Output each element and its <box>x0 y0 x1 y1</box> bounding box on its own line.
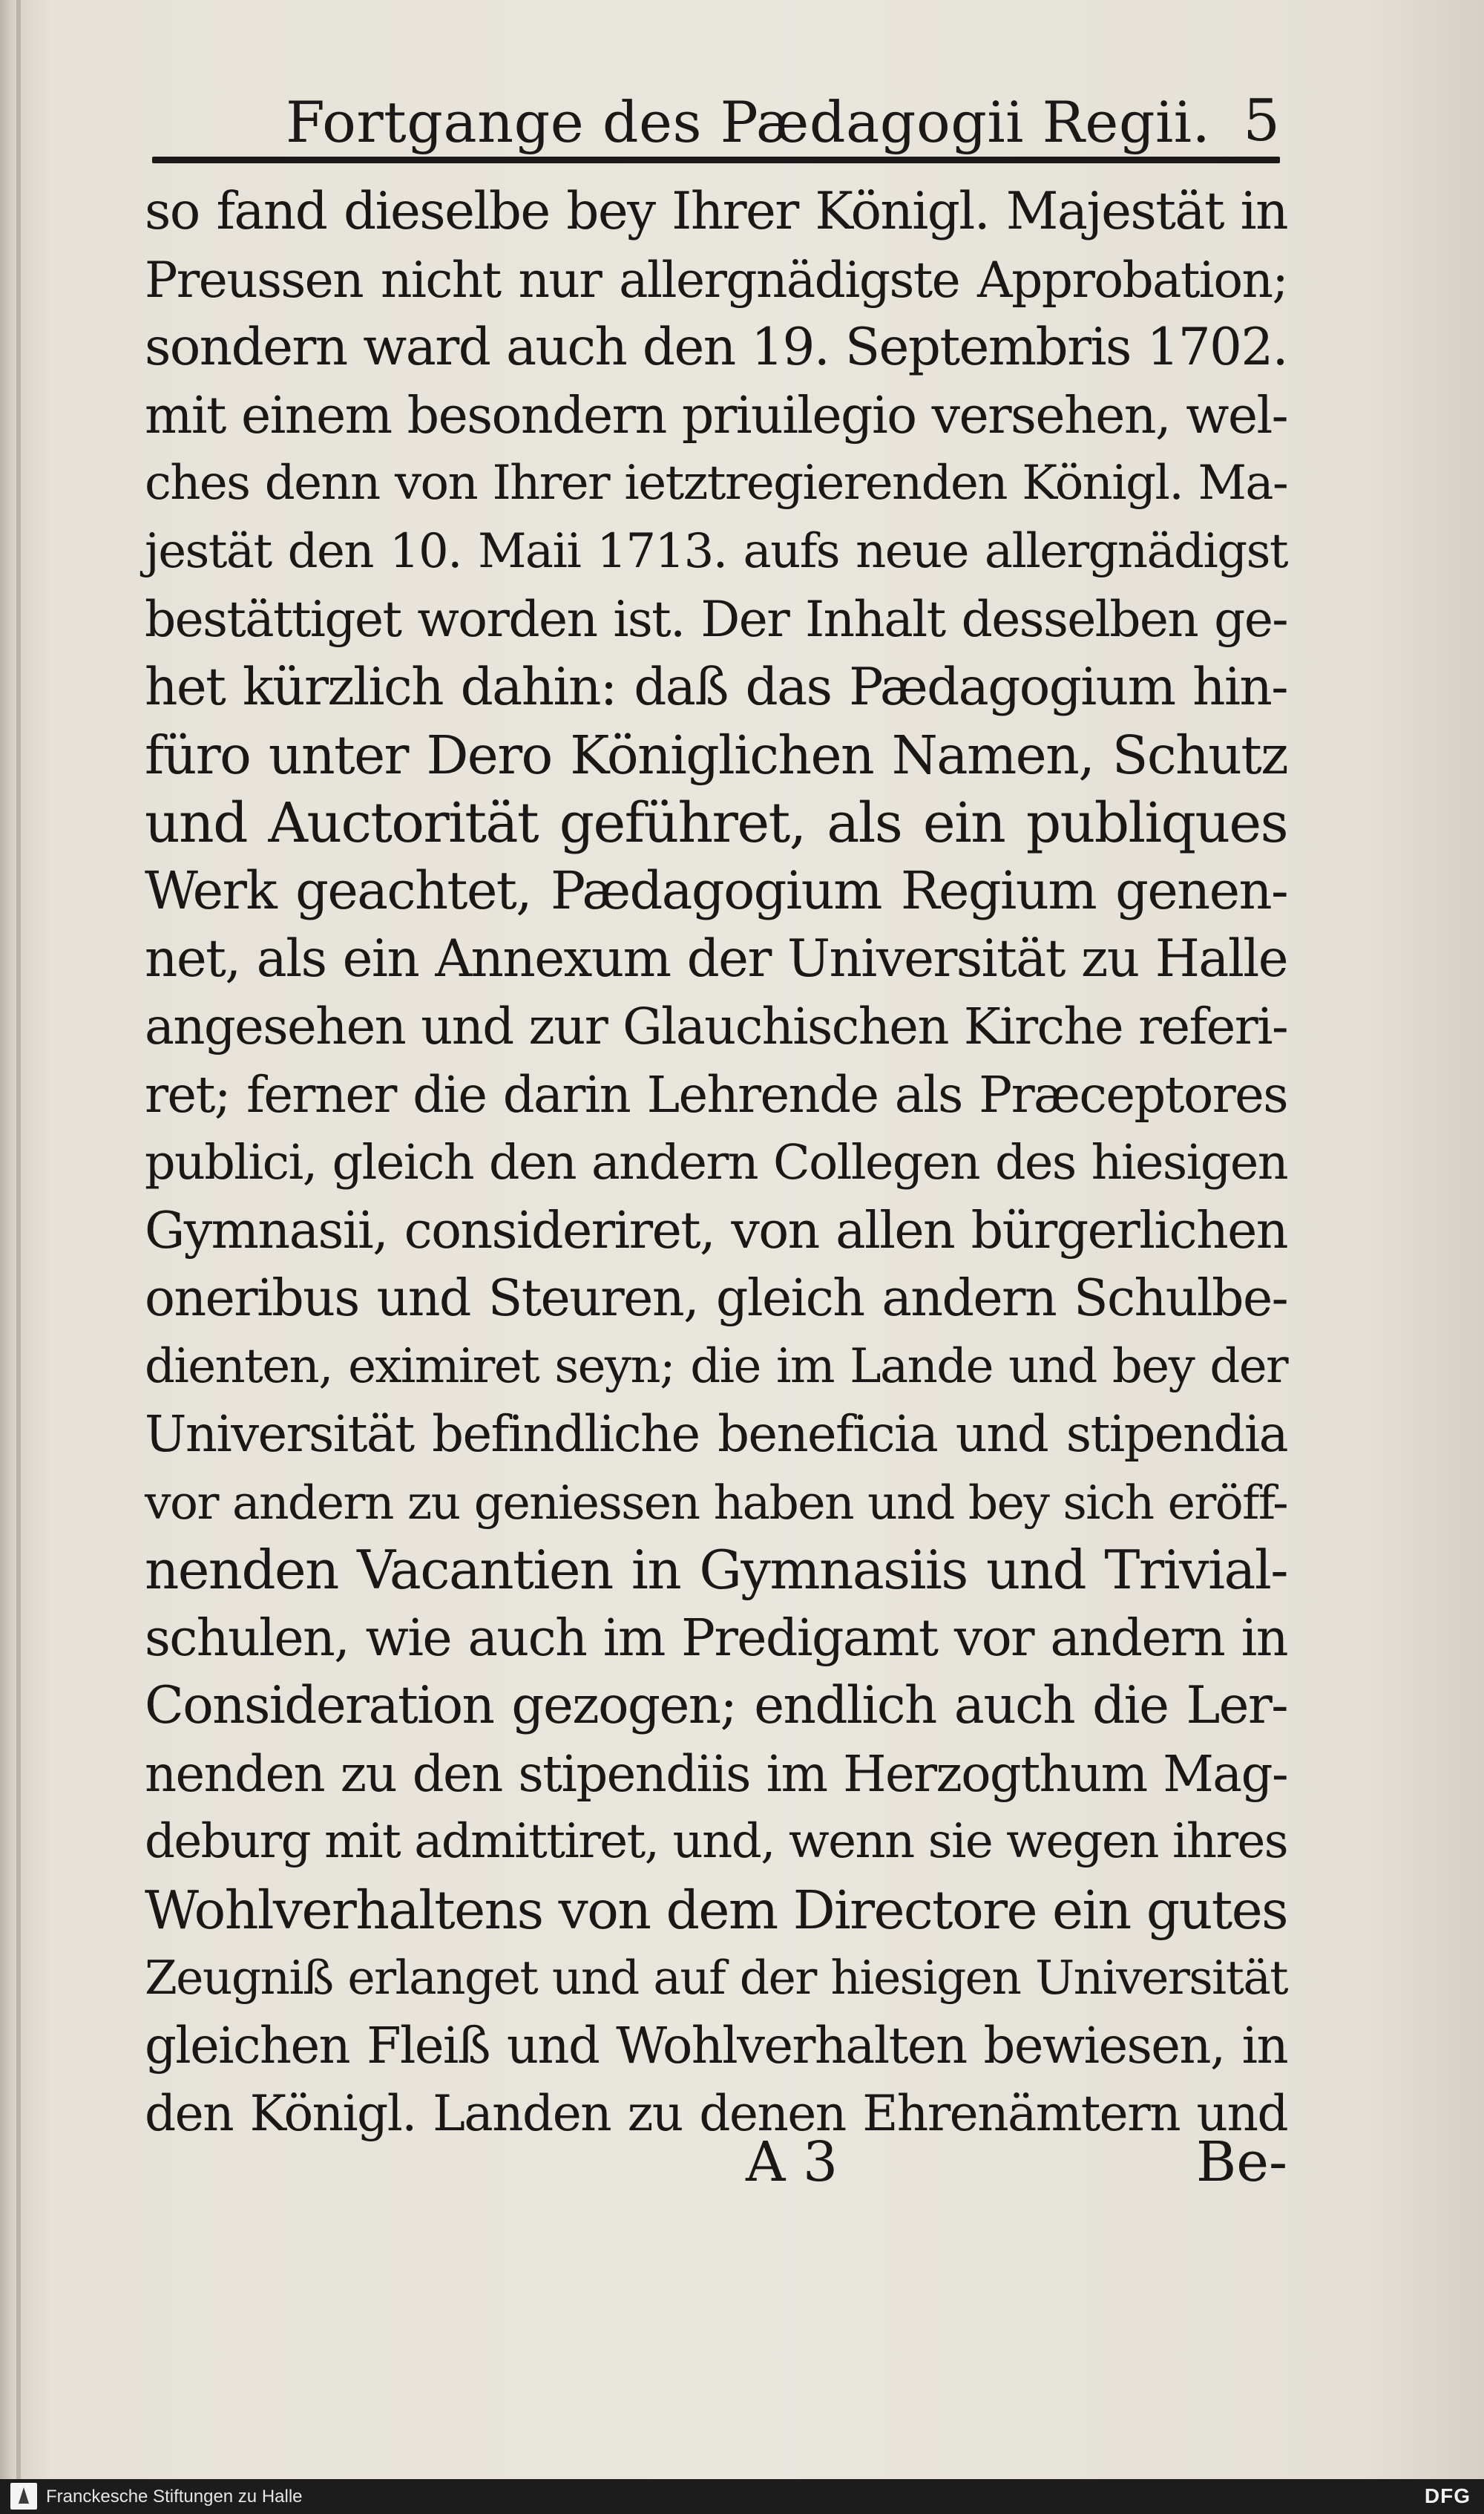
page-number: 5 <box>1243 88 1280 154</box>
text-line: sondern ward auch den 19. Septembris 1702. <box>145 318 1287 377</box>
text-line: Universität befindliche beneficia und stipendia <box>145 1405 1287 1463</box>
text-line: publici, gleich den andern Collegen des hiesigen <box>145 1135 1287 1191</box>
text-line: Gymnasii, consideriret, von allen bürgerlichen <box>145 1201 1287 1260</box>
text-line: vor andern zu geniessen haben und bey sich eröff- <box>145 1475 1287 1530</box>
text-line: bestättiget worden ist. Der Inhalt desselben ge- <box>145 591 1287 648</box>
page-header <box>152 82 1280 163</box>
page-gutter <box>16 0 21 2479</box>
text-line: Wohlverhaltens von dem Directore ein gutes <box>145 1879 1287 1941</box>
text-line: oneribus und Steuren, gleich andern Schulbe- <box>145 1269 1287 1328</box>
institution-credit: Franckesche Stiftungen zu Halle <box>46 2487 303 2507</box>
institution-logo-icon <box>10 2483 37 2510</box>
text-line: Werk geachtet, Pædagogium Regium genen- <box>145 860 1287 921</box>
header-rule <box>152 157 1280 163</box>
text-line: nenden Vacantien in Gymnasiis und Trivial- <box>145 1539 1287 1601</box>
text-line: und Auctorität geführet, als ein publiques <box>145 790 1287 855</box>
body-text <box>145 178 1287 2148</box>
text-line: Consideration gezogen; endlich auch die Ler- <box>145 1676 1287 1735</box>
signature-mark: A 3 <box>746 2130 838 2194</box>
credit-bar <box>0 2479 1484 2514</box>
text-line: füro unter Dero Königlichen Namen, Schutz <box>145 724 1287 786</box>
text-line: so fand dieselbe bey Ihrer Königl. Majestät in <box>145 182 1287 241</box>
text-line: dienten, eximiret seyn; die im Lande und bey der <box>145 1338 1287 1394</box>
page-footer <box>145 2130 1287 2204</box>
text-line: gleichen Fleiß und Wohlverhalten bewiesen, in <box>145 2016 1287 2075</box>
text-line: ches denn von Ihrer ietztregierenden Königl. Ma- <box>145 456 1287 511</box>
text-line: net, als ein Annexum der Universität zu Halle <box>145 929 1287 989</box>
text-line: Preussen nicht nur allergnädigste Approbation; <box>145 251 1287 309</box>
text-line: ret; ferner die darin Lehrende als Præceptores <box>145 1065 1287 1124</box>
catchword: Be- <box>1195 2130 1287 2194</box>
text-line: angesehen und zur Glauchischen Kirche referi- <box>145 998 1287 1055</box>
running-title: Fortgange des Pædagogii Regii. <box>286 89 1211 155</box>
text-line: mit einem besondern priuilegio versehen, wel- <box>145 386 1287 445</box>
text-line: jestät den 10. Maii 1713. aufs neue allergnädigst <box>145 523 1287 579</box>
text-line: schulen, wie auch im Predigamt vor andern in <box>145 1608 1287 1668</box>
funder-logo: DFG <box>1424 2484 1471 2507</box>
text-line: den Königl. Landen zu denen Ehrenämtern und <box>145 2085 1287 2142</box>
text-line: deburg mit admittiret, und, wenn sie wegen ihres <box>145 1814 1287 1869</box>
text-line: het kürzlich dahin: daß das Pædagogium hin- <box>145 657 1287 717</box>
text-line: Zeugniß erlanget und auf der hiesigen Universität <box>145 1951 1287 2005</box>
text-line: nenden zu den stipendiis im Herzogthum Mag- <box>145 1744 1287 1803</box>
